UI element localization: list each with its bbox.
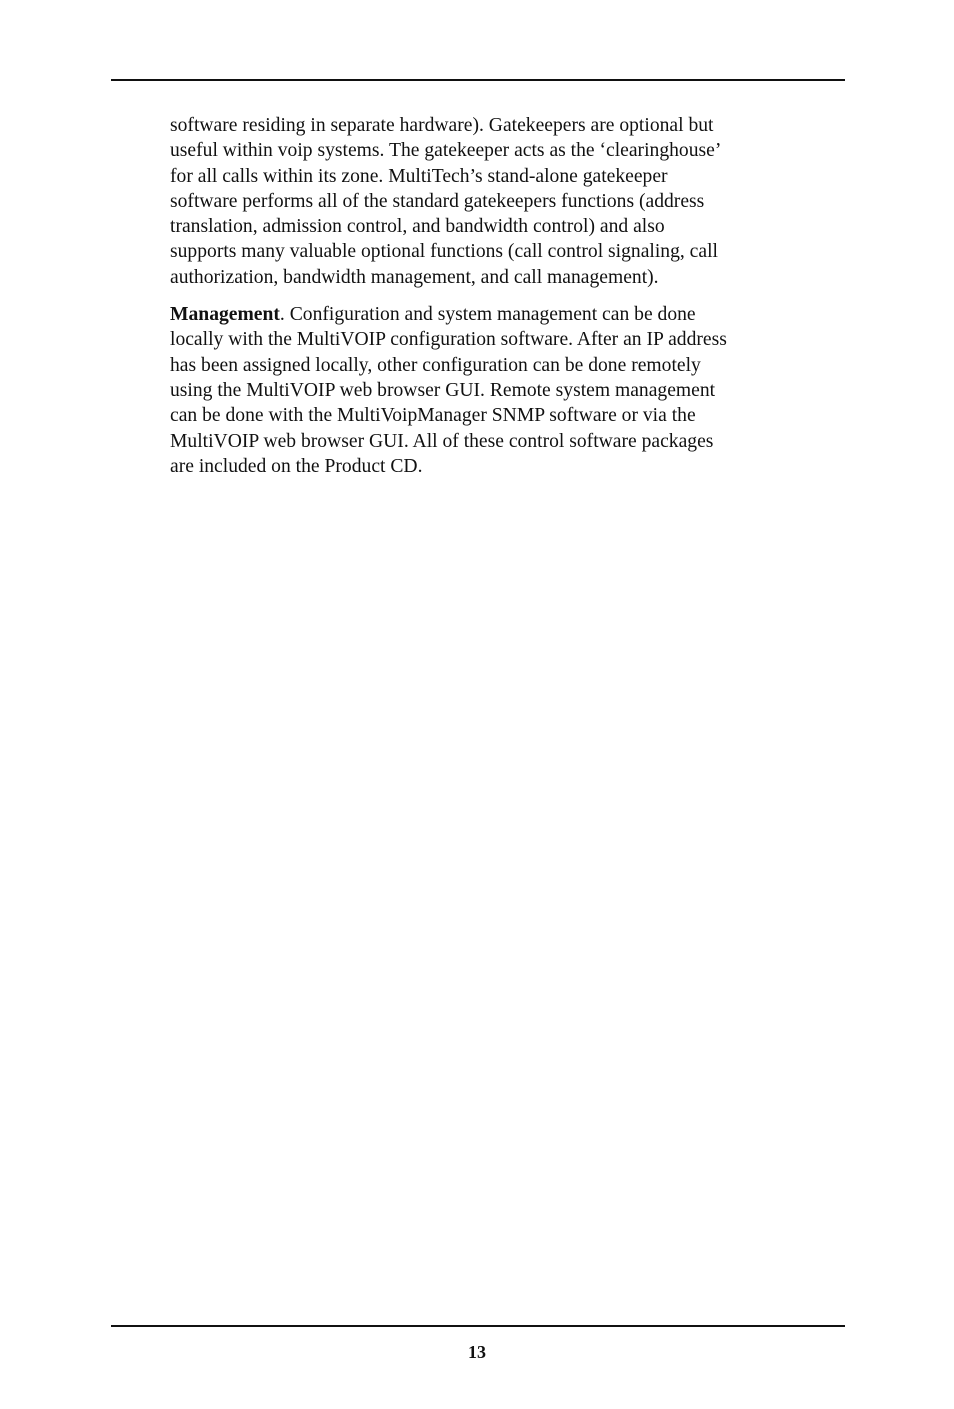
header-rule (111, 79, 845, 81)
page-number: 13 (468, 1342, 486, 1362)
text-line: can be done with the MultiVoipManager SNMP software or via the (170, 405, 696, 427)
gatekeeper-paragraph (170, 113, 850, 290)
text-line: useful within voip systems. The gatekeeper acts as the ‘clearinghouse’ (170, 140, 722, 162)
management-paragraph (170, 302, 850, 479)
text-line: locally with the MultiVOIP configuration software. After an IP address (170, 329, 727, 351)
footer-rule (111, 1325, 845, 1327)
text-line: authorization, bandwidth management, and call management). (170, 266, 659, 288)
text-line (170, 302, 850, 327)
text-line: for all calls within its zone. MultiTech’s stand-alone gatekeeper (170, 165, 668, 187)
text-line: using the MultiVOIP web browser GUI. Remote system management (170, 379, 716, 401)
text-line: software performs all of the standard gatekeepers functions (address (170, 190, 705, 212)
text-line: translation, admission control, and bandwidth control) and also (170, 216, 665, 238)
management-heading: Management (170, 304, 280, 326)
text-line: MultiVOIP web browser GUI. All of these control software packages (170, 430, 714, 452)
text-line-rest: . Configuration and system management can be done (279, 304, 696, 326)
text-line: has been assigned locally, other configuration can be done remotely (170, 354, 701, 376)
body-text (170, 113, 850, 491)
text-line: software residing in separate hardware). Gatekeepers are optional but (170, 115, 714, 136)
text-line: supports many valuable optional functions (call control signaling, call (170, 241, 718, 263)
text-line: are included on the Product CD. (170, 455, 423, 477)
